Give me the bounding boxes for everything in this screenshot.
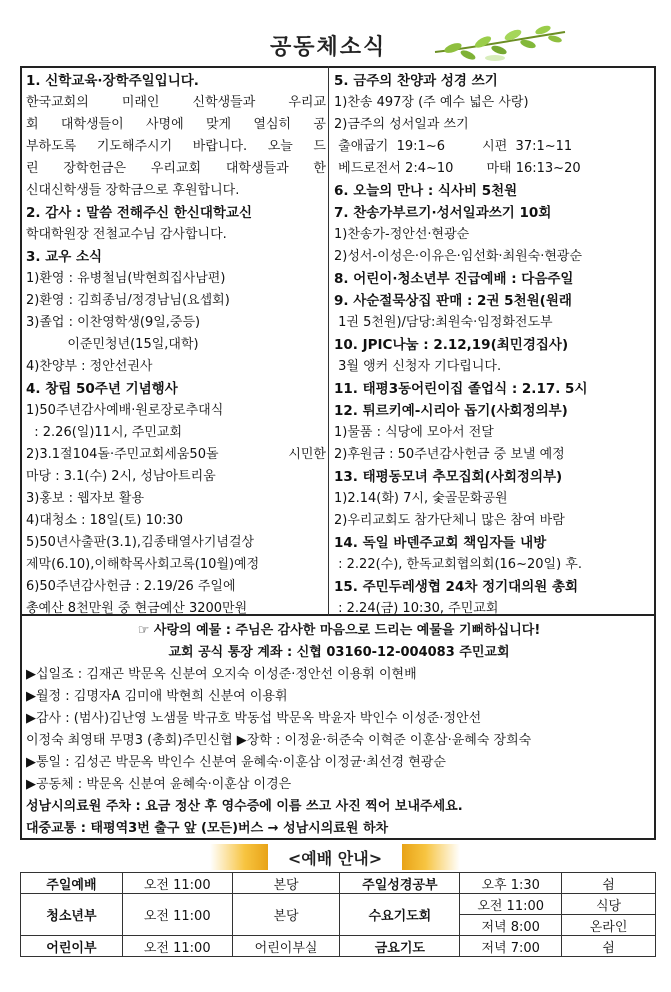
left-column — [26, 70, 326, 620]
news-line: 2)후원금 : 50주년감사헌금 중 보낼 예정 — [334, 447, 565, 462]
news-line: 7. 찬송가부르기·성서일과쓰기 10회 — [334, 205, 552, 221]
news-line: 1)50주년감사예배·원로장로추대식 — [26, 403, 224, 418]
service-time: 오전 11:00 — [122, 936, 232, 957]
service-time: 저녁 8:00 — [460, 915, 562, 936]
news-line: 2)금주의 성서일과 쓰기 — [334, 117, 469, 132]
bank-account: 교회 공식 통장 계좌 : 신협 03160-12-004083 주민교회 — [168, 645, 510, 660]
worship-guide-header — [210, 842, 460, 870]
service-place: 식당 — [562, 894, 656, 915]
news-line: 신대신학생들 장학금으로 후원합니다. — [26, 183, 240, 198]
news-line: 린 장학헌금은 우리교회 대학생들과 한 — [26, 161, 326, 176]
service-place: 쉼 — [562, 873, 656, 894]
service-name: 주일예배 — [21, 873, 123, 894]
service-time: 저녁 7:00 — [460, 936, 562, 957]
decor-bar-right — [402, 844, 460, 870]
worship-schedule-table — [20, 872, 656, 957]
news-line: 이준민청년(15일,대학) — [26, 337, 199, 352]
news-line: 1권 5천원)/담당:최원숙·임정화전도부 — [334, 315, 553, 330]
offering-list-unification: ▶통일 : 김성곤 박문옥 박인수 신분여 윤혜숙·이훈삼 이정균·최선경 현광순 — [26, 755, 446, 770]
service-time: 오전 11:00 — [122, 894, 232, 936]
page-title: 공동체소식 — [270, 35, 387, 60]
offering-section — [26, 620, 652, 840]
news-line: 2)성서-이성은·이유은·임선화·최원숙·현광순 — [334, 249, 583, 264]
offering-list-monthly: ▶월정 : 김명자A 김미애 박현희 신분여 이용휘 — [26, 689, 288, 704]
service-name: 금요기도 — [340, 936, 460, 957]
news-line: 3)홍보 : 웹자보 활용 — [26, 491, 145, 506]
news-line: 4)찬양부 : 정안선권사 — [26, 359, 153, 374]
service-place: 쉼 — [562, 936, 656, 957]
news-line: 한국교회의 미래인 신학생들과 우리교 — [26, 95, 326, 110]
offering-list-scholarship: 이정숙 최영태 무명3 (총회)주민신협 ▶장학 : 이정윤·허준숙 이혁준 이훈삼·윤혜숙 장희숙 — [26, 733, 532, 748]
news-line: 1. 신학교육·장학주일입니다. — [26, 73, 199, 89]
news-line: 학대학원장 전철교수님 감사합니다. — [26, 227, 227, 242]
news-line: 1)물품 : 식당에 모아서 전달 — [334, 425, 494, 440]
table-row — [21, 936, 656, 957]
right-column — [334, 70, 652, 620]
service-time: 오전 11:00 — [122, 873, 232, 894]
news-line: 5. 금주의 찬양과 성경 쓰기 — [334, 73, 498, 89]
service-time: 오후 1:30 — [460, 873, 562, 894]
offering-title: ☞ 사랑의 예물 : 주님은 감사한 마음으로 드리는 예물을 기뻐하십니다! — [137, 623, 541, 638]
news-line: : 2.24(금) 10:30, 주민교회 — [334, 601, 499, 616]
news-line: 2. 감사 : 말씀 전해주신 한신대학교신 — [26, 205, 252, 221]
news-line: 1)환영 : 유병철님(박현희집사남편) — [26, 271, 226, 286]
news-line: 1)2.14(화) 7시, 숯골문화공원 — [334, 491, 508, 506]
offering-list-thanks: ▶감사 : (범사)김난영 노샘물 박규호 박동섭 박문옥 박윤자 박인수 이성준·정안선 — [26, 711, 482, 726]
news-line: 14. 독일 바덴주교회 책임자들 내방 — [334, 535, 547, 551]
news-line: 총예산 8천만원 중 현금예산 3200만원 — [26, 601, 248, 616]
news-line: 10. JPIC나눔 : 2.12,19(최민경집사) — [334, 337, 569, 353]
news-line: 3)졸업 : 이찬영학생(9일,중등) — [26, 315, 201, 330]
news-line: 마당 : 3.1(수) 2시, 성남아트리움 — [26, 469, 216, 484]
news-line: 5)50년사출판(3.1),김종태열사기념걸상 — [26, 535, 255, 550]
column-divider — [328, 66, 329, 616]
parking-notice: 성남시의료원 주차 : 요금 정산 후 영수증에 이름 쓰고 사진 찍어 보내주세요. — [26, 799, 463, 814]
offering-list-community: ▶공동체 : 박문옥 신분여 윤혜숙·이훈삼 이경은 — [26, 777, 292, 792]
service-name: 청소년부 — [21, 894, 123, 936]
news-line: 2)환영 : 김희종님/정경남님(요셉회) — [26, 293, 230, 308]
news-line: 11. 태평3동어린이집 졸업식 : 2.17. 5시 — [334, 381, 588, 397]
leafy-branch-icon — [433, 22, 568, 64]
news-line: 3. 교우 소식 — [26, 249, 103, 265]
news-line: 제막(6.10),이해학목사회고록(10월)예정 — [26, 557, 260, 572]
news-line: 6)50주년감사헌금 : 2.19/26 주일에 — [26, 579, 236, 594]
decor-bar-left — [210, 844, 268, 870]
news-line: 8. 어린이·청소년부 진급예배 : 다음주일 — [334, 271, 574, 287]
news-line: 2)3.1절104돌·주민교회세움50돌 시민한 — [26, 447, 326, 462]
service-time: 오전 11:00 — [460, 894, 562, 915]
news-line: 3월 앵커 신청자 기다립니다. — [334, 359, 502, 374]
news-line: 4)대청소 : 18일(토) 10:30 — [26, 513, 184, 528]
service-place: 온라인 — [562, 915, 656, 936]
news-line: 회 대학생들이 사명에 맞게 열심히 공 — [26, 117, 326, 132]
news-line: 2)우리교회도 참가단체니 많은 참여 바람 — [334, 513, 565, 528]
news-line: 베드로전서 2:4~10 마태 16:13~20 — [334, 161, 581, 176]
offering-list-tithe: ▶십일조 : 김재곤 박문옥 신분여 오지숙 이성준·정안선 이용휘 이현배 — [26, 667, 417, 682]
news-line: 출애굽기 19:1~6 시편 37:1~11 — [334, 139, 573, 154]
news-line: 부하도록 기도해주시기 바랍니다. 오늘 드 — [26, 139, 326, 154]
news-line: 13. 태평동모녀 추모집회(사회정의부) — [334, 469, 563, 485]
news-line: 15. 주민두레생협 24차 정기대의원 총회 — [334, 579, 579, 595]
service-name: 수요기도회 — [340, 894, 460, 936]
worship-guide-title: <예배 안내> — [287, 849, 383, 868]
news-line: 1)찬송가-정안선·현광순 — [334, 227, 470, 242]
table-row — [21, 894, 656, 915]
table-row — [21, 873, 656, 894]
news-line: : 2.22(수), 한독교회협의회(16~20일) 후. — [334, 557, 582, 572]
news-line: : 2.26(일)11시, 주민교회 — [26, 425, 183, 440]
service-name: 어린이부 — [21, 936, 123, 957]
service-place: 본당 — [232, 873, 340, 894]
transit-notice: 대중교통 : 태평역3번 출구 앞 (모든)버스 → 성남시의료원 하차 — [26, 821, 389, 836]
page-header — [258, 22, 568, 64]
news-line: 1)찬송 497장 (주 예수 넓은 사랑) — [334, 95, 529, 110]
news-line: 6. 오늘의 만나 : 식사비 5천원 — [334, 183, 518, 199]
service-place: 본당 — [232, 894, 340, 936]
news-line: 9. 사순절묵상집 판매 : 2권 5천원(원래 — [334, 293, 572, 309]
service-name: 주일성경공부 — [340, 873, 460, 894]
service-place: 어린이부실 — [232, 936, 340, 957]
news-line: 4. 창립 50주년 기념행사 — [26, 381, 178, 397]
news-line: 12. 튀르키예-시리아 돕기(사회정의부) — [334, 403, 568, 419]
